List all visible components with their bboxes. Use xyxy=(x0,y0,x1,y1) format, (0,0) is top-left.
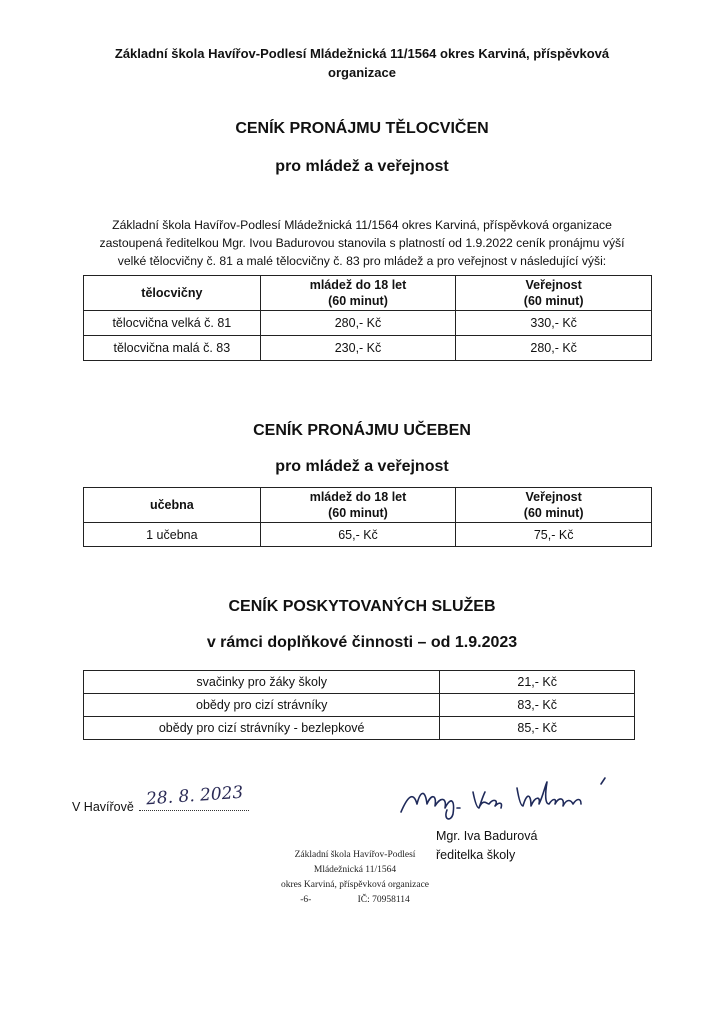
section3-subtitle: v rámci doplňkové činnosti – od 1.9.2023 xyxy=(206,634,518,651)
director-title: ředitelka školy xyxy=(436,848,516,862)
classroom-price-table xyxy=(83,487,652,547)
table-row xyxy=(84,671,635,694)
col-header-youth-unit: (60 minut) xyxy=(328,506,388,520)
price-youth: 230,- Kč xyxy=(260,336,456,361)
section1-subtitle: pro mládež a veřejnost xyxy=(275,158,449,175)
intro-line-1: Základní škola Havířov-Podlesí Mládežnická 11/1564 okres Karviná, příspěvková organizace xyxy=(112,218,612,232)
row-label: tělocvična malá č. 83 xyxy=(84,336,261,361)
col-header-gyms: tělocvičny xyxy=(84,276,261,311)
director-name: Mgr. Iva Badurová xyxy=(436,829,538,843)
price-public: 330,- Kč xyxy=(456,311,652,336)
price-youth: 280,- Kč xyxy=(260,311,456,336)
service-label: svačinky pro žáky školy xyxy=(84,671,440,694)
col-header-public-unit: (60 minut) xyxy=(523,506,584,520)
row-label: 1 učebna xyxy=(84,523,261,547)
service-label: obědy pro cizí strávníky - bezlepkové xyxy=(84,717,440,740)
col-header-youth-unit: (60 minut) xyxy=(328,294,388,308)
stamp-line-4 xyxy=(240,893,470,908)
table-header-row xyxy=(84,276,652,311)
col-header-public-label: Veřejnost xyxy=(525,278,582,292)
stamp-line-3: okres Karviná, příspěvková organizace xyxy=(280,880,430,890)
section3-title: CENÍK POSKYTOVANÝCH SLUŽEB xyxy=(228,598,496,615)
service-price: 85,- Kč xyxy=(440,717,635,740)
price-public: 75,- Kč xyxy=(456,523,652,547)
stamp-line-2: Mládežnická 11/1564 xyxy=(313,865,397,875)
service-label: obědy pro cizí strávníky xyxy=(84,694,440,717)
intro-line-3: velké tělocvičny č. 81 a malé tělocvičny č. 83 pro mládež a pro veřejnost v následující výši: xyxy=(117,254,607,268)
table-row xyxy=(84,717,635,740)
price-public: 280,- Kč xyxy=(456,336,652,361)
place-label: V Havířově xyxy=(72,800,134,814)
stamp-ico: IČ: 70958114 xyxy=(357,895,410,905)
col-header-public xyxy=(456,276,652,311)
service-price: 21,- Kč xyxy=(440,671,635,694)
price-youth: 65,- Kč xyxy=(260,523,456,547)
col-header-public-unit: (60 minut) xyxy=(523,294,584,308)
col-header-youth xyxy=(260,488,456,523)
service-price: 83,- Kč xyxy=(440,694,635,717)
services-price-table xyxy=(83,670,635,740)
header-line-2: organizace xyxy=(328,65,396,80)
col-header-public xyxy=(456,488,652,523)
table-row xyxy=(84,523,652,547)
col-header-classroom: učebna xyxy=(84,488,261,523)
school-stamp xyxy=(240,848,470,908)
table-row xyxy=(84,311,652,336)
col-header-youth-label: mládež do 18 let xyxy=(309,490,407,504)
gym-price-table xyxy=(83,275,652,361)
handwritten-date: 28. 8. 2023 xyxy=(145,782,244,810)
section1-title: CENÍK PRONÁJMU TĚLOCVIČEN xyxy=(235,120,489,137)
col-header-youth xyxy=(260,276,456,311)
table-row xyxy=(84,694,635,717)
stamp-line-1: Základní škola Havířov-Podlesí xyxy=(294,850,416,860)
section2-title: CENÍK PRONÁJMU UČEBEN xyxy=(253,422,471,439)
header-line-1: Základní škola Havířov-Podlesí Mládežnická 11/1564 okres Karviná, příspěvková xyxy=(114,46,610,61)
section1-intro xyxy=(60,216,664,270)
intro-line-2: zastoupená ředitelkou Mgr. Ivou Badurovou stanovila s platností od 1.9.2022 ceník pronájmu výší xyxy=(99,236,625,250)
signature-image xyxy=(395,774,630,824)
section2-subtitle: pro mládež a veřejnost xyxy=(275,458,449,475)
row-label: tělocvična velká č. 81 xyxy=(84,311,261,336)
col-header-public-label: Veřejnost xyxy=(525,490,582,504)
stamp-number: -6- xyxy=(300,895,312,905)
table-header-row xyxy=(84,488,652,523)
school-header xyxy=(60,44,664,82)
table-row xyxy=(84,336,652,361)
col-header-youth-label: mládež do 18 let xyxy=(309,278,407,292)
